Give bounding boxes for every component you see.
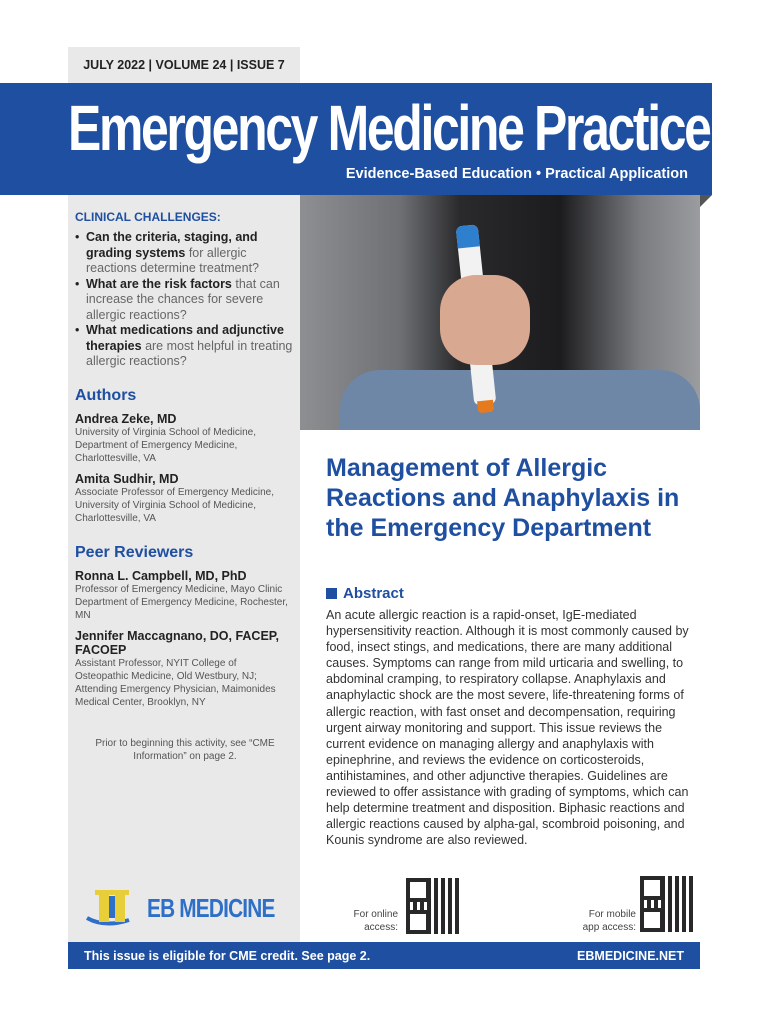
cover-photo-epinephrine-injector [300, 195, 700, 430]
challenge-item: • Can the criteria, staging, and grading systems for allergic reactions determine treatment? [75, 230, 295, 277]
journal-title: Emergency Medicine Practice [68, 92, 710, 164]
clinical-challenges-heading: CLINICAL CHALLENGES: [75, 210, 221, 224]
qr-mobile-label: For mobile app access: [582, 909, 636, 933]
abstract-heading [326, 585, 404, 602]
issue-line: JULY 2022 | VOLUME 24 | ISSUE 7 [83, 58, 285, 72]
reviewer [75, 629, 290, 709]
author-name: Andrea Zeke, MD [75, 412, 177, 426]
authors-heading: Authors [75, 387, 137, 404]
reviewer-name: Ronna L. Campbell, MD, PhD [75, 569, 247, 583]
reviewer-name: Jennifer Maccagnano, DO, FACEP, FACOEP [75, 629, 279, 657]
reviewer-affiliation: Assistant Professor, NYIT College of Osteopathic Medicine, Old Westbury, NJ; Attending Emergency Physician, Maimonides Medical Center, Brooklyn, NY [75, 658, 276, 708]
peer-reviewers-heading: Peer Reviewers [75, 544, 194, 561]
photo-jeans [340, 370, 700, 430]
author [75, 472, 295, 525]
square-bullet-icon [326, 588, 337, 599]
eb-medicine-logo[interactable] [85, 888, 306, 928]
article-title: Management of Allergic Reactions and Anaphylaxis in the Emergency Department [326, 454, 680, 542]
challenge-item: • What medications and adjunctive therapies are most helpful in treating allergic reactions? [75, 323, 295, 370]
author-affiliation: University of Virginia School of Medicine, Department of Emergency Medicine, Charlottesville, VA [75, 427, 257, 464]
author-affiliation: Associate Professor of Emergency Medicine, University of Virginia School of Medicine, Charlottesville, VA [75, 487, 274, 524]
abstract-heading-text: Abstract [343, 585, 404, 602]
qr-code-online[interactable] [406, 878, 462, 934]
qr-online-label: For online access: [353, 909, 398, 933]
footer-website-link[interactable]: EBMEDICINE.NET [577, 948, 684, 963]
tagline: Evidence-Based Education • Practical Application [345, 166, 688, 182]
photo-hand [440, 275, 530, 365]
author [75, 412, 295, 465]
qr-code-mobile[interactable] [640, 876, 696, 932]
footer-bar [68, 942, 700, 969]
abstract-text: An acute allergic reaction is a rapid-onset, IgE-mediated hypersensitivity reaction. Although it is most commonly caused by food, insect stings, and medications, there are many additional causes. Symptoms can range from mild urticaria and swelling, to abdominal cramping, to respiratory collapse. Anaphylaxis and anaphylactic shock are the most severe, life-threatening forms of allergic reaction, with fast onset and decompensation, requiring urgent airway monitoring and support. This issue reviews the current evidence on managing allergy and anaphylaxis with epinephrine, and reviews the evidence on corticosteroids, antihistamines, and other adjunctive therapies. Guidelines are reviewed to offer assistance with grading of symptoms, which can help determine treatment and disposition. Biphasic reactions and allergic reactions caused by alpha-gal, scombroid poisoning, and Kounis syndrome are also reviewed. [326, 608, 689, 848]
eb-medicine-logo-icon [85, 888, 141, 928]
banner-shadow [700, 195, 712, 207]
reviewer-affiliation: Professor of Emergency Medicine, Mayo Clinic Department of Emergency Medicine, Rochester, MN [75, 584, 288, 621]
challenge-item: • What are the risk factors that can increase the chances for severe allergic reactions? [75, 277, 295, 324]
clinical-challenges-list [75, 230, 295, 370]
logo-text: EB MEDICINE [147, 892, 275, 923]
reviewer [75, 569, 295, 622]
cme-note: Prior to beginning this activity, see “CME Information” on page 2. [95, 738, 275, 762]
author-name: Amita Sudhir, MD [75, 472, 179, 486]
footer-cme-text: This issue is eligible for CME credit. See page 2. [84, 948, 371, 963]
